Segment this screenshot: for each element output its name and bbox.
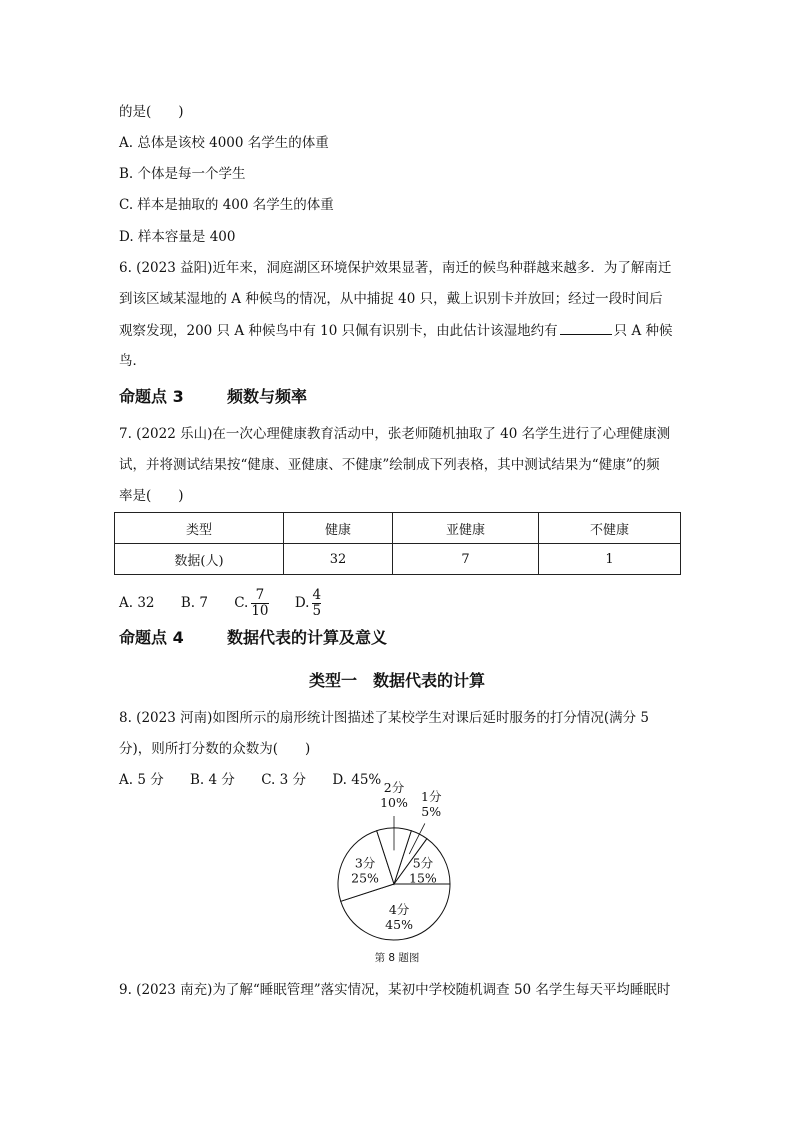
q9-line-1: 9. (2023 南充)为了解“睡眠管理”落实情况，某初中学校随机调查 50 名学生每天平均睡眠时 — [119, 982, 671, 998]
q6-line-4: 鸟． — [119, 353, 146, 369]
q5-stem-continuation: 的是( ) — [119, 104, 184, 120]
table-row — [115, 544, 681, 575]
q5-option-b: B. 个体是每一个学生 — [119, 166, 246, 182]
q7-option-c — [234, 587, 273, 619]
figure-caption: 第 8 题图 — [374, 952, 420, 964]
q8-option-b: B. 4 分 — [190, 772, 235, 788]
answer-blank — [560, 320, 612, 335]
fraction-numerator: 7 — [255, 587, 265, 603]
q5-option-a: A. 总体是该校 4000 名学生的体重 — [119, 135, 329, 151]
type-1-heading: 类型一 数据代表的计算 — [308, 671, 485, 690]
pie-category-label: 1分 — [421, 788, 442, 804]
table-header-row — [115, 513, 681, 544]
fraction — [312, 588, 321, 619]
q5-option-c: C. 样本是抽取的 400 名学生的体重 — [119, 197, 334, 213]
pie-category-label: 4分 — [388, 902, 410, 918]
section-4-heading — [119, 627, 387, 649]
frequency-table — [114, 512, 681, 575]
table-header-cell: 健康 — [284, 513, 393, 544]
section-3-heading — [119, 386, 307, 408]
q6-line-1: 6. (2023 益阳)近年来，洞庭湖区环境保护效果显著，南迁的候鸟种群越来越多．为了解南迁 — [119, 260, 672, 276]
section-3-number: 命题点 3 — [119, 387, 184, 406]
q7-option-c-label: C. — [234, 595, 249, 611]
q8-options — [119, 770, 381, 790]
q8-option-d: D. 45% — [332, 772, 382, 788]
q6-line-3 — [119, 320, 673, 341]
q7-line-1: 7. (2022 乐山)在一次心理健康教育活动中，张老师随机抽取了 40 名学生进行了心理健康测 — [119, 426, 671, 442]
section-4-title: 数据代表的计算及意义 — [227, 628, 388, 647]
q8-line-1: 8. (2023 河南)如图所示的扇形统计图描述了某校学生对课后延时服务的打分情况(满分 5 — [119, 710, 649, 726]
pie-percent-label: 5% — [421, 803, 442, 819]
q7-option-d-label: D. — [294, 595, 310, 611]
section-4-number: 命题点 4 — [119, 628, 184, 647]
table-header-cell: 类型 — [115, 513, 284, 544]
q7-option-b: B. 7 — [180, 595, 208, 611]
pie-category-label: 3分 — [354, 855, 376, 871]
fraction-numerator: 4 — [312, 587, 322, 603]
pie-category-label: 2分 — [383, 780, 405, 795]
q6-line-3-tail: 只 A 种候 — [613, 323, 673, 339]
fraction-denominator: 5 — [312, 603, 322, 619]
fraction-denominator: 10 — [251, 603, 269, 619]
pie-percent-label: 15% — [409, 870, 437, 886]
table-header-cell: 不健康 — [539, 513, 681, 544]
q7-options — [119, 588, 321, 619]
pie-percent-label: 45% — [385, 917, 413, 933]
pie-percent-label: 25% — [351, 870, 379, 886]
q7-line-2: 试，并将测试结果按“健康、亚健康、不健康”绘制成下列表格，其中测试结果为“健康”的频 — [119, 457, 660, 473]
table-header-cell: 亚健康 — [393, 513, 539, 544]
q7-option-a: A. 32 — [119, 595, 155, 611]
table-cell: 1 — [539, 544, 681, 575]
section-3-title: 频数与频率 — [227, 387, 308, 406]
q8-option-c: C. 3 分 — [261, 772, 307, 788]
table-cell: 32 — [284, 544, 393, 575]
fraction — [251, 588, 268, 619]
q5-option-d: D. 样本容量是 400 — [119, 229, 236, 245]
pie-category-label: 5分 — [412, 855, 434, 871]
q7-line-3: 率是( ) — [119, 488, 184, 504]
pie-percent-label: 10% — [380, 795, 408, 810]
table-cell: 7 — [393, 544, 539, 575]
q7-option-d — [294, 587, 322, 619]
q8-line-2: 分)，则所打分数的众数为( ) — [119, 741, 311, 757]
q6-line-2: 到该区域某湿地的 A 种候鸟的情况，从中捕捉 40 只，戴上识别卡并放回；经过一段时间后 — [119, 291, 663, 307]
table-cell: 数据(人) — [115, 544, 284, 575]
q8-option-a: A. 5 分 — [119, 772, 164, 788]
q6-line-3-text: 观察发现，200 只 A 种候鸟中有 10 只佩有识别卡，由此估计该湿地约有 — [119, 323, 558, 339]
